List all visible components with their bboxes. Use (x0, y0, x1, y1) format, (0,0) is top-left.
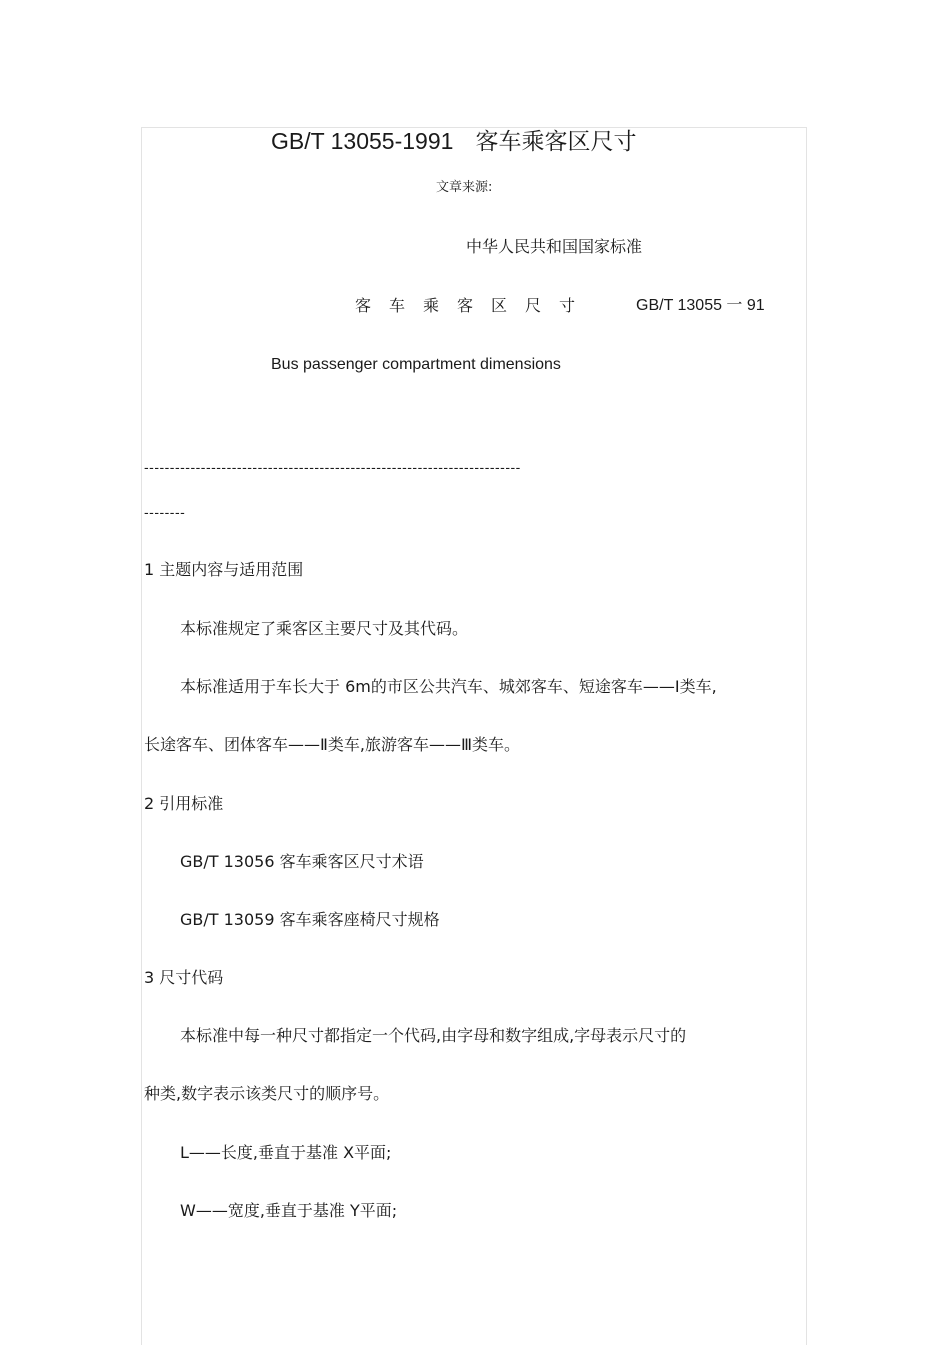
reference-item: GB∕T 13059 客车乘客座椅尺寸规格 (180, 910, 440, 929)
divider-line-continued: -------- (144, 504, 186, 520)
section-3-heading: 3 尺寸代码 (144, 968, 224, 987)
section-3-paragraph: 种类,数字表示该类尺寸的顺序号。 (144, 1084, 390, 1103)
header-org: 中华人民共和国国家标准 (466, 237, 643, 256)
title-name: 客车乘客区尺寸 (475, 128, 637, 154)
section-1-paragraph: 长途客车、团体客车——Ⅱ类车,旅游客车——Ⅲ类车。 (144, 735, 520, 754)
english-title: Bus passenger compartment dimensions (271, 356, 561, 373)
source-label: 文章来源: (436, 180, 493, 195)
header-name: 客车乘客区尺寸 (355, 296, 594, 315)
section-2-heading: 2 引用标准 (144, 794, 224, 813)
section-3-paragraph: 本标准中每一种尺寸都指定一个代码,由字母和数字组成,字母表示尺寸的 (180, 1026, 687, 1045)
section-1-paragraph: 本标准规定了乘客区主要尺寸及其代码。 (180, 619, 469, 638)
divider-line: ------------------------------------------------------------------------- (144, 459, 521, 475)
title-code: GB/T 13055-1991 (271, 128, 454, 154)
section-1-paragraph: 本标准适用于车长大于 6m的市区公共汽车、城郊客车、短途客车——Ⅰ类车, (180, 677, 717, 696)
code-definition: W——宽度,垂直于基准 Y平面; (180, 1201, 398, 1220)
reference-item: GB/T 13056 客车乘客区尺寸术语 (180, 852, 424, 871)
code-definition: L——长度,垂直于基准 X平面; (180, 1143, 392, 1162)
document-title (271, 130, 636, 153)
header-code: GB/T 13055 一 91 (636, 297, 765, 314)
section-1-heading: 1 主题内容与适用范围 (144, 560, 304, 579)
